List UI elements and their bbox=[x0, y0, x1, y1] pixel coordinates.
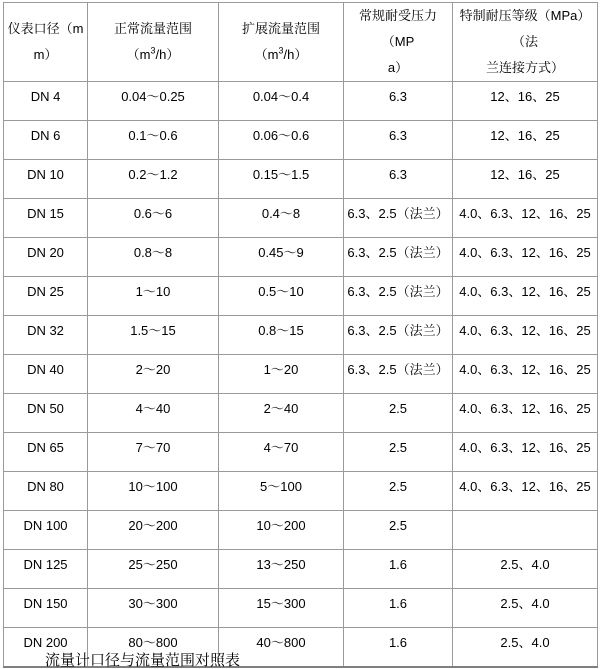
table-row bbox=[4, 316, 598, 355]
extended-range-cell: 0.06～0.6 bbox=[219, 121, 344, 160]
special-pressure-cell: 4.0、6.3、12、16、25 bbox=[453, 238, 598, 277]
special-pressure-cell: 4.0、6.3、12、16、25 bbox=[453, 355, 598, 394]
superscript-3: 3 bbox=[278, 45, 284, 56]
special-pressure-cell: 4.0、6.3、12、16、25 bbox=[453, 472, 598, 511]
normal-range-cell: 20～200 bbox=[88, 511, 219, 550]
table-row bbox=[4, 433, 598, 472]
special-pressure-cell: 2.5、4.0 bbox=[453, 628, 598, 667]
pressure-cell: 2.5 bbox=[344, 394, 453, 433]
table-row bbox=[4, 199, 598, 238]
header-line: 特制耐压等级（MPa）（法 bbox=[459, 8, 591, 49]
table-row bbox=[4, 121, 598, 160]
special-pressure-cell: 4.0、6.3、12、16、25 bbox=[453, 394, 598, 433]
pressure-cell: 2.5 bbox=[344, 433, 453, 472]
special-pressure-cell bbox=[453, 511, 598, 550]
extended-range-cell: 5～100 bbox=[219, 472, 344, 511]
special-pressure-cell: 12、16、25 bbox=[453, 121, 598, 160]
extended-range-cell: 13～250 bbox=[219, 550, 344, 589]
normal-range-cell: 10～100 bbox=[88, 472, 219, 511]
header-diameter bbox=[4, 3, 88, 82]
table-row bbox=[4, 511, 598, 550]
header-line: m） bbox=[33, 47, 58, 62]
extended-range-cell: 15～300 bbox=[219, 589, 344, 628]
pressure-cell: 6.3 bbox=[344, 121, 453, 160]
pressure-cell: 6.3、2.5（法兰） bbox=[344, 277, 453, 316]
extended-range-cell: 0.8～15 bbox=[219, 316, 344, 355]
pressure-cell: 6.3、2.5（法兰） bbox=[344, 238, 453, 277]
dn-cell: DN 200 bbox=[4, 628, 88, 667]
header-normal-range bbox=[88, 3, 219, 82]
header-text: 正常流量范围（m bbox=[113, 21, 192, 62]
dn-cell: DN 32 bbox=[4, 316, 88, 355]
pressure-cell: 1.6 bbox=[344, 589, 453, 628]
special-pressure-cell: 2.5、4.0 bbox=[453, 589, 598, 628]
dn-cell: DN 15 bbox=[4, 199, 88, 238]
extended-range-cell: 0.04～0.4 bbox=[219, 82, 344, 121]
special-pressure-cell: 4.0、6.3、12、16、25 bbox=[453, 433, 598, 472]
pressure-cell: 2.5 bbox=[344, 472, 453, 511]
dn-cell: DN 100 bbox=[4, 511, 88, 550]
pressure-cell: 1.6 bbox=[344, 550, 453, 589]
table-row bbox=[4, 550, 598, 589]
table-row bbox=[4, 160, 598, 199]
extended-range-cell: 0.5～10 bbox=[219, 277, 344, 316]
header-line: 仪表口径（m bbox=[7, 21, 84, 36]
pressure-cell: 2.5 bbox=[344, 511, 453, 550]
extended-range-cell: 1～20 bbox=[219, 355, 344, 394]
normal-range-cell: 0.6～6 bbox=[88, 199, 219, 238]
special-pressure-cell: 12、16、25 bbox=[453, 82, 598, 121]
extended-range-cell: 2～40 bbox=[219, 394, 344, 433]
table-row bbox=[4, 394, 598, 433]
extended-range-cell: 40～800 bbox=[219, 628, 344, 667]
normal-range-cell: 0.04～0.25 bbox=[88, 82, 219, 121]
normal-range-cell: 1.5～15 bbox=[88, 316, 219, 355]
pressure-cell: 6.3、2.5（法兰） bbox=[344, 316, 453, 355]
table-row bbox=[4, 82, 598, 121]
table-row bbox=[4, 589, 598, 628]
header-text: /h） bbox=[155, 47, 180, 62]
special-pressure-cell: 4.0、6.3、12、16、25 bbox=[453, 199, 598, 238]
header-text: /h） bbox=[283, 47, 308, 62]
normal-range-cell: 2～20 bbox=[88, 355, 219, 394]
extended-range-cell: 0.4～8 bbox=[219, 199, 344, 238]
table-row bbox=[4, 238, 598, 277]
flow-meter-spec-table bbox=[3, 2, 598, 668]
dn-cell: DN 150 bbox=[4, 589, 88, 628]
normal-range-cell: 7～70 bbox=[88, 433, 219, 472]
extended-range-cell: 0.15～1.5 bbox=[219, 160, 344, 199]
pressure-cell: 6.3 bbox=[344, 160, 453, 199]
normal-range-cell: 25～250 bbox=[88, 550, 219, 589]
pressure-cell: 1.6 bbox=[344, 628, 453, 667]
dn-cell: DN 65 bbox=[4, 433, 88, 472]
table-row bbox=[4, 355, 598, 394]
normal-range-cell: 30～300 bbox=[88, 589, 219, 628]
clipped-caption: 流量计口径与流量范围对照表 bbox=[45, 652, 241, 669]
dn-cell: DN 40 bbox=[4, 355, 88, 394]
dn-cell: DN 25 bbox=[4, 277, 88, 316]
header-line: 常规耐受压力（MP bbox=[358, 8, 437, 49]
header-line: a） bbox=[387, 60, 409, 75]
dn-cell: DN 125 bbox=[4, 550, 88, 589]
dn-cell: DN 6 bbox=[4, 121, 88, 160]
special-pressure-cell: 4.0、6.3、12、16、25 bbox=[453, 316, 598, 355]
extended-range-cell: 4～70 bbox=[219, 433, 344, 472]
normal-range-cell: 0.2～1.2 bbox=[88, 160, 219, 199]
header-line: 兰连接方式） bbox=[485, 60, 564, 75]
header-pressure bbox=[344, 3, 453, 82]
normal-range-cell: 4～40 bbox=[88, 394, 219, 433]
normal-range-cell: 0.1～0.6 bbox=[88, 121, 219, 160]
normal-range-cell: 80～800 bbox=[88, 628, 219, 667]
special-pressure-cell: 12、16、25 bbox=[453, 160, 598, 199]
dn-cell: DN 10 bbox=[4, 160, 88, 199]
special-pressure-cell: 2.5、4.0 bbox=[453, 550, 598, 589]
header-extended-range bbox=[219, 3, 344, 82]
superscript-3: 3 bbox=[150, 45, 156, 56]
header-special-pressure bbox=[453, 3, 598, 82]
table-row bbox=[4, 472, 598, 511]
extended-range-cell: 0.45～9 bbox=[219, 238, 344, 277]
dn-cell: DN 4 bbox=[4, 82, 88, 121]
pressure-cell: 6.3 bbox=[344, 82, 453, 121]
header-text: 扩展流量范围（m bbox=[241, 21, 320, 62]
special-pressure-cell: 4.0、6.3、12、16、25 bbox=[453, 277, 598, 316]
pressure-cell: 6.3、2.5（法兰） bbox=[344, 199, 453, 238]
extended-range-cell: 10～200 bbox=[219, 511, 344, 550]
pressure-cell: 6.3、2.5（法兰） bbox=[344, 355, 453, 394]
dn-cell: DN 50 bbox=[4, 394, 88, 433]
dn-cell: DN 20 bbox=[4, 238, 88, 277]
header-row bbox=[4, 3, 598, 82]
dn-cell: DN 80 bbox=[4, 472, 88, 511]
table-row bbox=[4, 277, 598, 316]
normal-range-cell: 0.8～8 bbox=[88, 238, 219, 277]
normal-range-cell: 1～10 bbox=[88, 277, 219, 316]
